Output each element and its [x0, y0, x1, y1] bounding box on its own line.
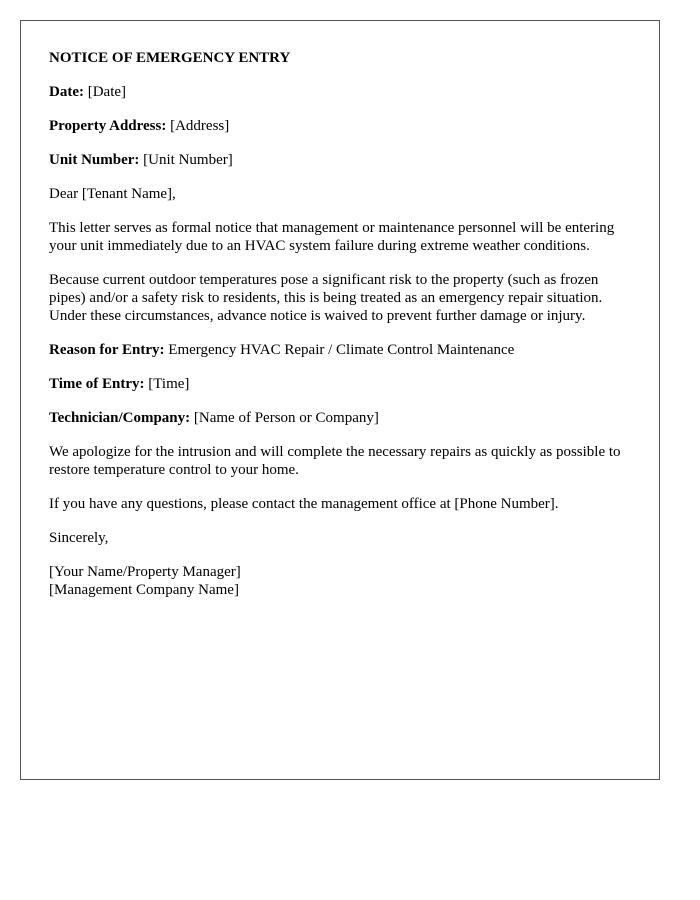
date-value: [Date] — [87, 84, 127, 100]
technician-label: Technician/Company: — [49, 410, 191, 426]
unit-line — [49, 151, 631, 169]
address-value: [Address] — [170, 118, 230, 134]
time-line — [49, 375, 631, 393]
technician-line — [49, 409, 631, 427]
letter-title: NOTICE OF EMERGENCY ENTRY — [49, 50, 291, 66]
time-label: Time of Entry: — [49, 376, 145, 392]
time-value: [Time] — [148, 376, 190, 392]
reason-label: Reason for Entry: — [49, 342, 165, 358]
closing: Sincerely, — [49, 530, 109, 546]
body-paragraph-2: Because current outdoor temperatures pose a significant risk to the property (such as frozen pipes) and/or a safety risk to residents, this is being treated as an emergency repair situation. Under these circumstances, advance notice is waived to prevent further damage or injury. — [49, 272, 603, 324]
address-line — [49, 117, 631, 135]
reason-line — [49, 341, 631, 359]
body-paragraph-4: If you have any questions, please contact the management office at [Phone Number]. — [49, 496, 559, 512]
date-label: Date: — [49, 84, 84, 100]
signature-company: [Management Company Name] — [49, 582, 239, 598]
letter-page — [20, 20, 660, 780]
body-paragraph-1: This letter serves as formal notice that management or maintenance personnel will be entering your unit immediately due to an HVAC system failure during extreme weather conditions. — [49, 220, 615, 254]
unit-value: [Unit Number] — [143, 152, 233, 168]
technician-value: [Name of Person or Company] — [193, 410, 379, 426]
signature-name: [Your Name/Property Manager] — [49, 564, 241, 580]
body-paragraph-3: We apologize for the intrusion and will complete the necessary repairs as quickly as possible to restore temperature control to your home. — [49, 444, 621, 478]
unit-label: Unit Number: — [49, 152, 140, 168]
salutation: Dear [Tenant Name], — [49, 186, 176, 202]
date-line — [49, 83, 631, 101]
reason-value: Emergency HVAC Repair / Climate Control Maintenance — [168, 342, 515, 358]
address-label: Property Address: — [49, 118, 167, 134]
